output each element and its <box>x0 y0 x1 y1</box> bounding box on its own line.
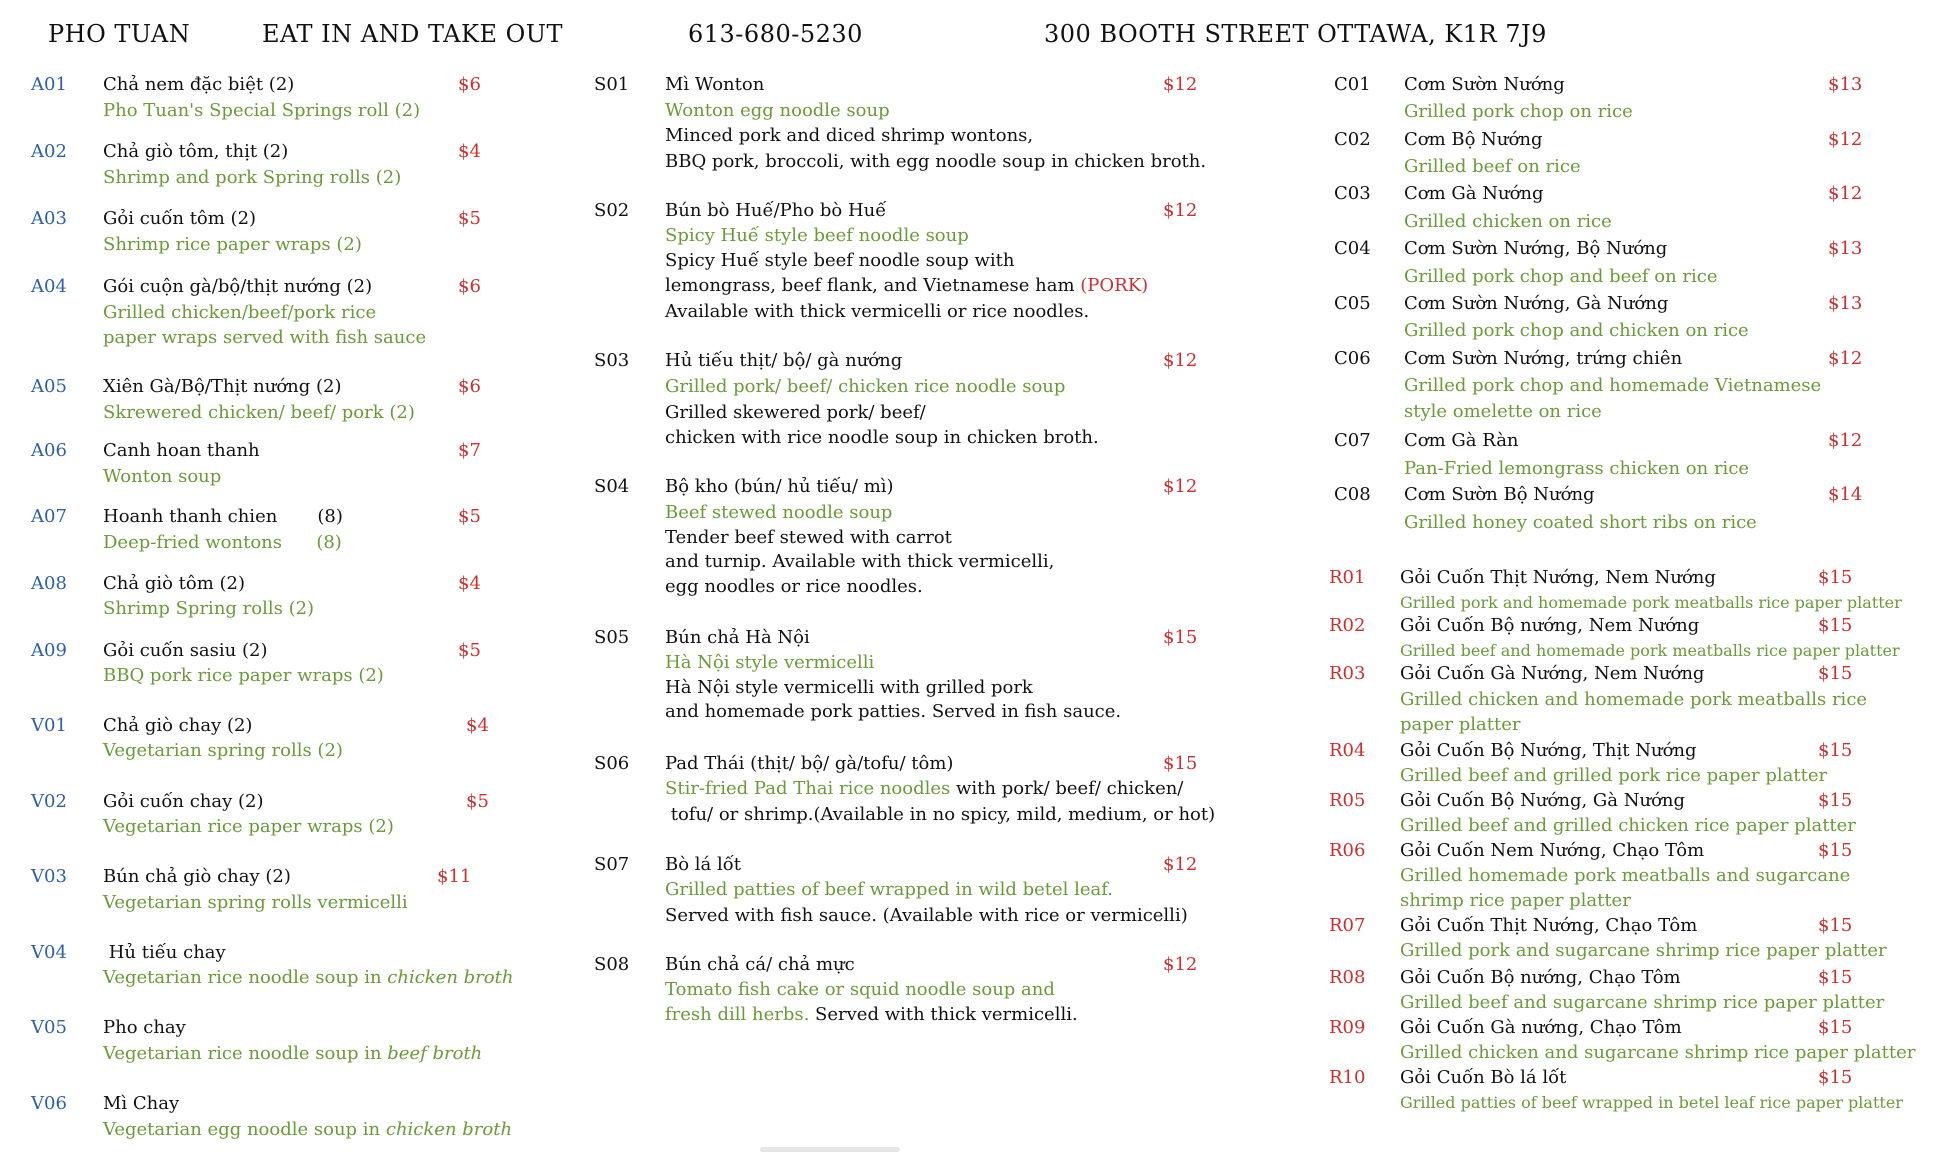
item-name: Pad Thái (thịt/ bộ/ gà/tofu/ tôm) <box>665 753 954 774</box>
item-description: Grilled beef and grilled chicken rice paper platter <box>1400 815 1856 836</box>
item-code: R01 <box>1329 567 1366 588</box>
item-name: Gỏi Cuốn Thịt Nướng, Chạo Tôm <box>1400 915 1698 936</box>
item-code: C03 <box>1334 183 1371 204</box>
item-code: S04 <box>594 476 630 497</box>
item-details: tofu/ or shrimp.(Available in no spicy, mild, medium, or hot) <box>665 804 1216 825</box>
item-name: Gỏi Cuốn Bộ Nướng, Gà Nướng <box>1400 790 1686 811</box>
item-description: Grilled pork chop and chicken on rice <box>1404 320 1749 341</box>
item-code: R03 <box>1329 663 1366 684</box>
item-price: $15 <box>1818 567 1853 588</box>
item-description: Grilled pork chop on rice <box>1404 101 1633 122</box>
item-name: Bún chả cá/ chả mực <box>665 954 855 975</box>
item-description <box>103 1043 482 1064</box>
item-description: Shrimp and pork Spring rolls (2) <box>103 167 402 188</box>
item-name: Hủ tiếu thịt/ bộ/ gà nướng <box>665 350 903 371</box>
item-description: BBQ pork rice paper wraps (2) <box>103 665 384 686</box>
item-details: egg noodles or rice noodles. <box>665 576 923 597</box>
details-text: lemongrass, beef flank, and Vietnamese ham <box>665 275 1075 296</box>
item-name: Cơm Sườn Nướng, Gà Nướng <box>1404 293 1669 314</box>
description-italic: chicken broth <box>385 1119 513 1140</box>
item-description: Beef stewed noodle soup <box>665 502 893 523</box>
item-code: A07 <box>31 506 67 527</box>
item-description <box>665 1004 1078 1025</box>
description-text: Stir-fried Pad Thai rice noodles <box>665 778 951 799</box>
item-description: Hà Nội style vermicelli <box>665 652 875 673</box>
description-text: Vegetarian egg noodle soup in <box>103 1119 386 1140</box>
item-description: Grilled patties of beef wrapped in wild betel leaf. <box>665 879 1114 900</box>
item-price: $15 <box>1818 1017 1853 1038</box>
item-name: Cơm Sườn Nướng, Bộ Nướng <box>1404 238 1668 259</box>
restaurant-name: PHO TUAN <box>48 20 191 48</box>
item-code: C06 <box>1334 348 1371 369</box>
item-details: Served with fish sauce. (Available with rice or vermicelli) <box>665 905 1188 926</box>
item-details: Minced pork and diced shrimp wontons, <box>665 125 1034 146</box>
item-name: Chả giò tôm, thịt (2) <box>103 141 289 162</box>
item-description: Grilled patties of beef wrapped in betel leaf rice paper platter <box>1400 1093 1903 1112</box>
item-price: $6 <box>458 376 481 397</box>
item-name: Chả giò tôm (2) <box>103 573 246 594</box>
item-name: Cơm Sườn Nướng <box>1404 74 1565 95</box>
item-price: $15 <box>1818 967 1853 988</box>
item-description <box>665 778 1183 799</box>
item-description: Wonton soup <box>103 466 222 487</box>
item-name: Gỏi Cuốn Bộ nướng, Nem Nướng <box>1400 615 1700 636</box>
item-code: C01 <box>1334 74 1371 95</box>
item-name: Bộ kho (bún/ hủ tiếu/ mì) <box>665 476 894 497</box>
item-code: A04 <box>31 276 67 297</box>
item-name: Gỏi Cuốn Thịt Nướng, Nem Nướng <box>1400 567 1716 588</box>
item-description: Grilled beef and homemade pork meatballs rice paper platter <box>1400 641 1900 660</box>
item-price: $12 <box>1163 74 1198 95</box>
item-code: A05 <box>31 376 67 397</box>
item-code: A08 <box>31 573 67 594</box>
item-code: V06 <box>31 1093 67 1114</box>
item-name: Bò lá lốt <box>665 854 741 875</box>
item-code: A01 <box>31 74 67 95</box>
item-name: Pho chay <box>103 1017 186 1038</box>
item-code: A06 <box>31 440 67 461</box>
item-description: Grilled chicken and homemade pork meatballs rice <box>1400 689 1868 710</box>
item-description <box>103 967 513 988</box>
item-description: Tomato fish cake or squid noodle soup and <box>665 979 1055 1000</box>
item-code: C04 <box>1334 238 1371 259</box>
item-code: C07 <box>1334 430 1371 451</box>
item-code: S08 <box>594 954 630 975</box>
item-name: Gỏi Cuốn Bò lá lốt <box>1400 1067 1567 1088</box>
item-description: Grilled pork and sugarcane shrimp rice paper platter <box>1400 940 1887 961</box>
item-code: V02 <box>31 791 67 812</box>
item-price: $15 <box>1163 627 1198 648</box>
item-description: Spicy Huế style beef noodle soup <box>665 225 969 246</box>
item-code: R09 <box>1329 1017 1366 1038</box>
item-description: Grilled chicken on rice <box>1404 211 1612 232</box>
item-code: R07 <box>1329 915 1366 936</box>
item-code: C02 <box>1334 129 1371 150</box>
item-description: Deep-fried wontons (8) <box>103 532 342 553</box>
item-description: Grilled beef on rice <box>1404 156 1581 177</box>
item-description: Grilled homemade pork meatballs and sugarcane <box>1400 865 1851 886</box>
horizontal-scrollbar[interactable] <box>760 1147 900 1152</box>
item-name: Mì Chay <box>103 1093 180 1114</box>
item-code: R04 <box>1329 740 1366 761</box>
item-code: V04 <box>31 942 67 963</box>
item-price: $12 <box>1163 954 1198 975</box>
item-details <box>665 275 1148 296</box>
item-price: $15 <box>1818 790 1853 811</box>
item-code: V05 <box>31 1017 67 1038</box>
item-price: $4 <box>458 573 481 594</box>
item-price: $7 <box>458 440 481 461</box>
item-price: $15 <box>1818 840 1853 861</box>
item-name: Bún chả Hà Nội <box>665 627 810 648</box>
item-description: Shrimp rice paper wraps (2) <box>103 234 362 255</box>
item-details: and homemade pork patties. Served in fish sauce. <box>665 701 1122 722</box>
item-name: Gỏi Cuốn Bộ nướng, Chạo Tôm <box>1400 967 1681 988</box>
item-description <box>103 1119 512 1140</box>
item-name: Bún bò Huế/Pho bò Huế <box>665 200 887 221</box>
item-description: Grilled beef and grilled pork rice paper platter <box>1400 765 1828 786</box>
item-price: $15 <box>1818 1067 1853 1088</box>
service-type: EAT IN AND TAKE OUT <box>262 20 564 48</box>
item-price: $5 <box>458 506 481 527</box>
description-text: fresh dill herbs. <box>665 1004 810 1025</box>
item-description: Grilled chicken and sugarcane shrimp rice paper platter <box>1400 1042 1916 1063</box>
item-name: Gỏi Cuốn Gà Nướng, Nem Nướng <box>1400 663 1705 684</box>
pork-tag: (PORK) <box>1080 275 1149 296</box>
item-details: Available with thick vermicelli or rice noodles. <box>665 301 1090 322</box>
item-code: C05 <box>1334 293 1371 314</box>
item-name: Chả giò chay (2) <box>103 715 253 736</box>
item-code: V01 <box>31 715 67 736</box>
item-name: Gỏi Cuốn Gà nướng, Chạo Tôm <box>1400 1017 1682 1038</box>
item-price: $12 <box>1163 350 1198 371</box>
item-price: $15 <box>1818 740 1853 761</box>
item-description: Skrewered chicken/ beef/ pork (2) <box>103 402 415 423</box>
description-text: Vegetarian rice noodle soup in <box>103 1043 388 1064</box>
item-name: Mì Wonton <box>665 74 765 95</box>
item-price: $5 <box>458 208 481 229</box>
item-price: $12 <box>1828 183 1863 204</box>
item-price: $14 <box>1828 484 1863 505</box>
item-code: A03 <box>31 208 67 229</box>
item-description: Shrimp Spring rolls (2) <box>103 598 315 619</box>
item-name: Hủ tiếu chay <box>103 942 226 963</box>
item-price: $15 <box>1818 915 1853 936</box>
item-description: Vegetarian spring rolls (2) <box>103 740 343 761</box>
item-name: Bún chả giò chay (2) <box>103 866 291 887</box>
item-code: R02 <box>1329 615 1366 636</box>
item-name: Cơm Gà Nướng <box>1404 183 1544 204</box>
description-text: Vegetarian rice noodle soup in <box>103 967 388 988</box>
item-details: Tender beef stewed with carrot <box>665 527 952 548</box>
item-code: S05 <box>594 627 630 648</box>
description-italic: chicken broth <box>387 967 514 988</box>
item-price: $6 <box>458 276 481 297</box>
item-name: Xiên Gà/Bộ/Thịt nướng (2) <box>103 376 342 397</box>
item-name: Gỏi Cuốn Nem Nướng, Chạo Tôm <box>1400 840 1705 861</box>
item-description: Grilled pork chop and beef on rice <box>1404 266 1718 287</box>
address: 300 BOOTH STREET OTTAWA, K1R 7J9 <box>1044 20 1547 48</box>
item-name: Hoanh thanh chien (8) <box>103 506 343 527</box>
item-details: Spicy Huế style beef noodle soup with <box>665 250 1015 271</box>
details-text: with pork/ beef/ chicken/ <box>950 778 1184 799</box>
item-description: Grilled chicken/beef/pork rice <box>103 302 377 323</box>
details-text: Served with thick vermicelli. <box>809 1004 1078 1025</box>
item-price: $13 <box>1828 74 1863 95</box>
item-description: Grilled beef and sugarcane shrimp rice paper platter <box>1400 992 1885 1013</box>
item-description: Grilled honey coated short ribs on rice <box>1404 512 1757 533</box>
item-code: A02 <box>31 141 67 162</box>
item-price: $5 <box>466 791 489 812</box>
item-price: $12 <box>1828 430 1863 451</box>
item-name: Gói cuộn gà/bộ/thịt nướng (2) <box>103 276 373 297</box>
item-code: S03 <box>594 350 630 371</box>
item-description: style omelette on rice <box>1404 401 1602 422</box>
item-details: BBQ pork, broccoli, with egg noodle soup in chicken broth. <box>665 151 1207 172</box>
item-description: shrimp rice paper platter <box>1400 890 1631 911</box>
item-price: $12 <box>1828 348 1863 369</box>
item-description: Pan-Fried lemongrass chicken on rice <box>1404 458 1750 479</box>
item-description: paper wraps served with fish sauce <box>103 327 427 348</box>
item-name: Cơm Sườn Bộ Nướng <box>1404 484 1595 505</box>
item-code: S02 <box>594 200 630 221</box>
item-name: Canh hoan thanh <box>103 440 260 461</box>
item-price: $11 <box>437 866 472 887</box>
item-code: A09 <box>31 640 67 661</box>
item-description: paper platter <box>1400 714 1521 735</box>
item-code: R10 <box>1329 1067 1366 1088</box>
item-details: Hà Nội style vermicelli with grilled pork <box>665 677 1033 698</box>
item-code: R06 <box>1329 840 1366 861</box>
item-price: $12 <box>1163 200 1198 221</box>
item-description: Grilled pork chop and homemade Vietnamese <box>1404 375 1822 396</box>
item-price: $5 <box>458 640 481 661</box>
item-price: $12 <box>1163 854 1198 875</box>
item-code: R05 <box>1329 790 1366 811</box>
item-code: S06 <box>594 753 630 774</box>
item-name: Gỏi Cuốn Bộ Nướng, Thịt Nướng <box>1400 740 1697 761</box>
item-details: and turnip. Available with thick vermicelli, <box>665 551 1055 572</box>
item-name: Gỏi cuốn sasiu (2) <box>103 640 268 661</box>
item-price: $4 <box>466 715 489 736</box>
item-description: Wonton egg noodle soup <box>665 100 890 121</box>
item-price: $13 <box>1828 293 1863 314</box>
item-name: Gỏi cuốn chay (2) <box>103 791 264 812</box>
item-price: $15 <box>1818 615 1853 636</box>
item-name: Gỏi cuốn tôm (2) <box>103 208 257 229</box>
item-description: Grilled pork/ beef/ chicken rice noodle soup <box>665 376 1066 397</box>
item-name: Cơm Bộ Nướng <box>1404 129 1543 150</box>
item-details: Grilled skewered pork/ beef/ <box>665 402 926 423</box>
item-name: Cơm Gà Ràn <box>1404 430 1519 451</box>
phone-number: 613-680-5230 <box>688 20 863 48</box>
item-description: Vegetarian rice paper wraps (2) <box>103 816 394 837</box>
item-price: $15 <box>1163 753 1198 774</box>
item-code: R08 <box>1329 967 1366 988</box>
item-description: Grilled pork and homemade pork meatballs rice paper platter <box>1400 593 1902 612</box>
item-name: Chả nem đặc biệt (2) <box>103 74 295 95</box>
item-code: S07 <box>594 854 630 875</box>
item-price: $15 <box>1818 663 1853 684</box>
item-code: C08 <box>1334 484 1371 505</box>
item-price: $6 <box>458 74 481 95</box>
item-name: Cơm Sườn Nướng, trứng chiên <box>1404 348 1683 369</box>
item-price: $12 <box>1163 476 1198 497</box>
item-price: $13 <box>1828 238 1863 259</box>
item-description: Pho Tuan's Special Springs roll (2) <box>103 100 421 121</box>
item-price: $12 <box>1828 129 1863 150</box>
item-code: V03 <box>31 866 67 887</box>
item-details: chicken with rice noodle soup in chicken broth. <box>665 427 1099 448</box>
item-code: S01 <box>594 74 630 95</box>
item-price: $4 <box>458 141 481 162</box>
item-description: Vegetarian spring rolls vermicelli <box>103 892 408 913</box>
description-italic: beef broth <box>387 1043 483 1064</box>
